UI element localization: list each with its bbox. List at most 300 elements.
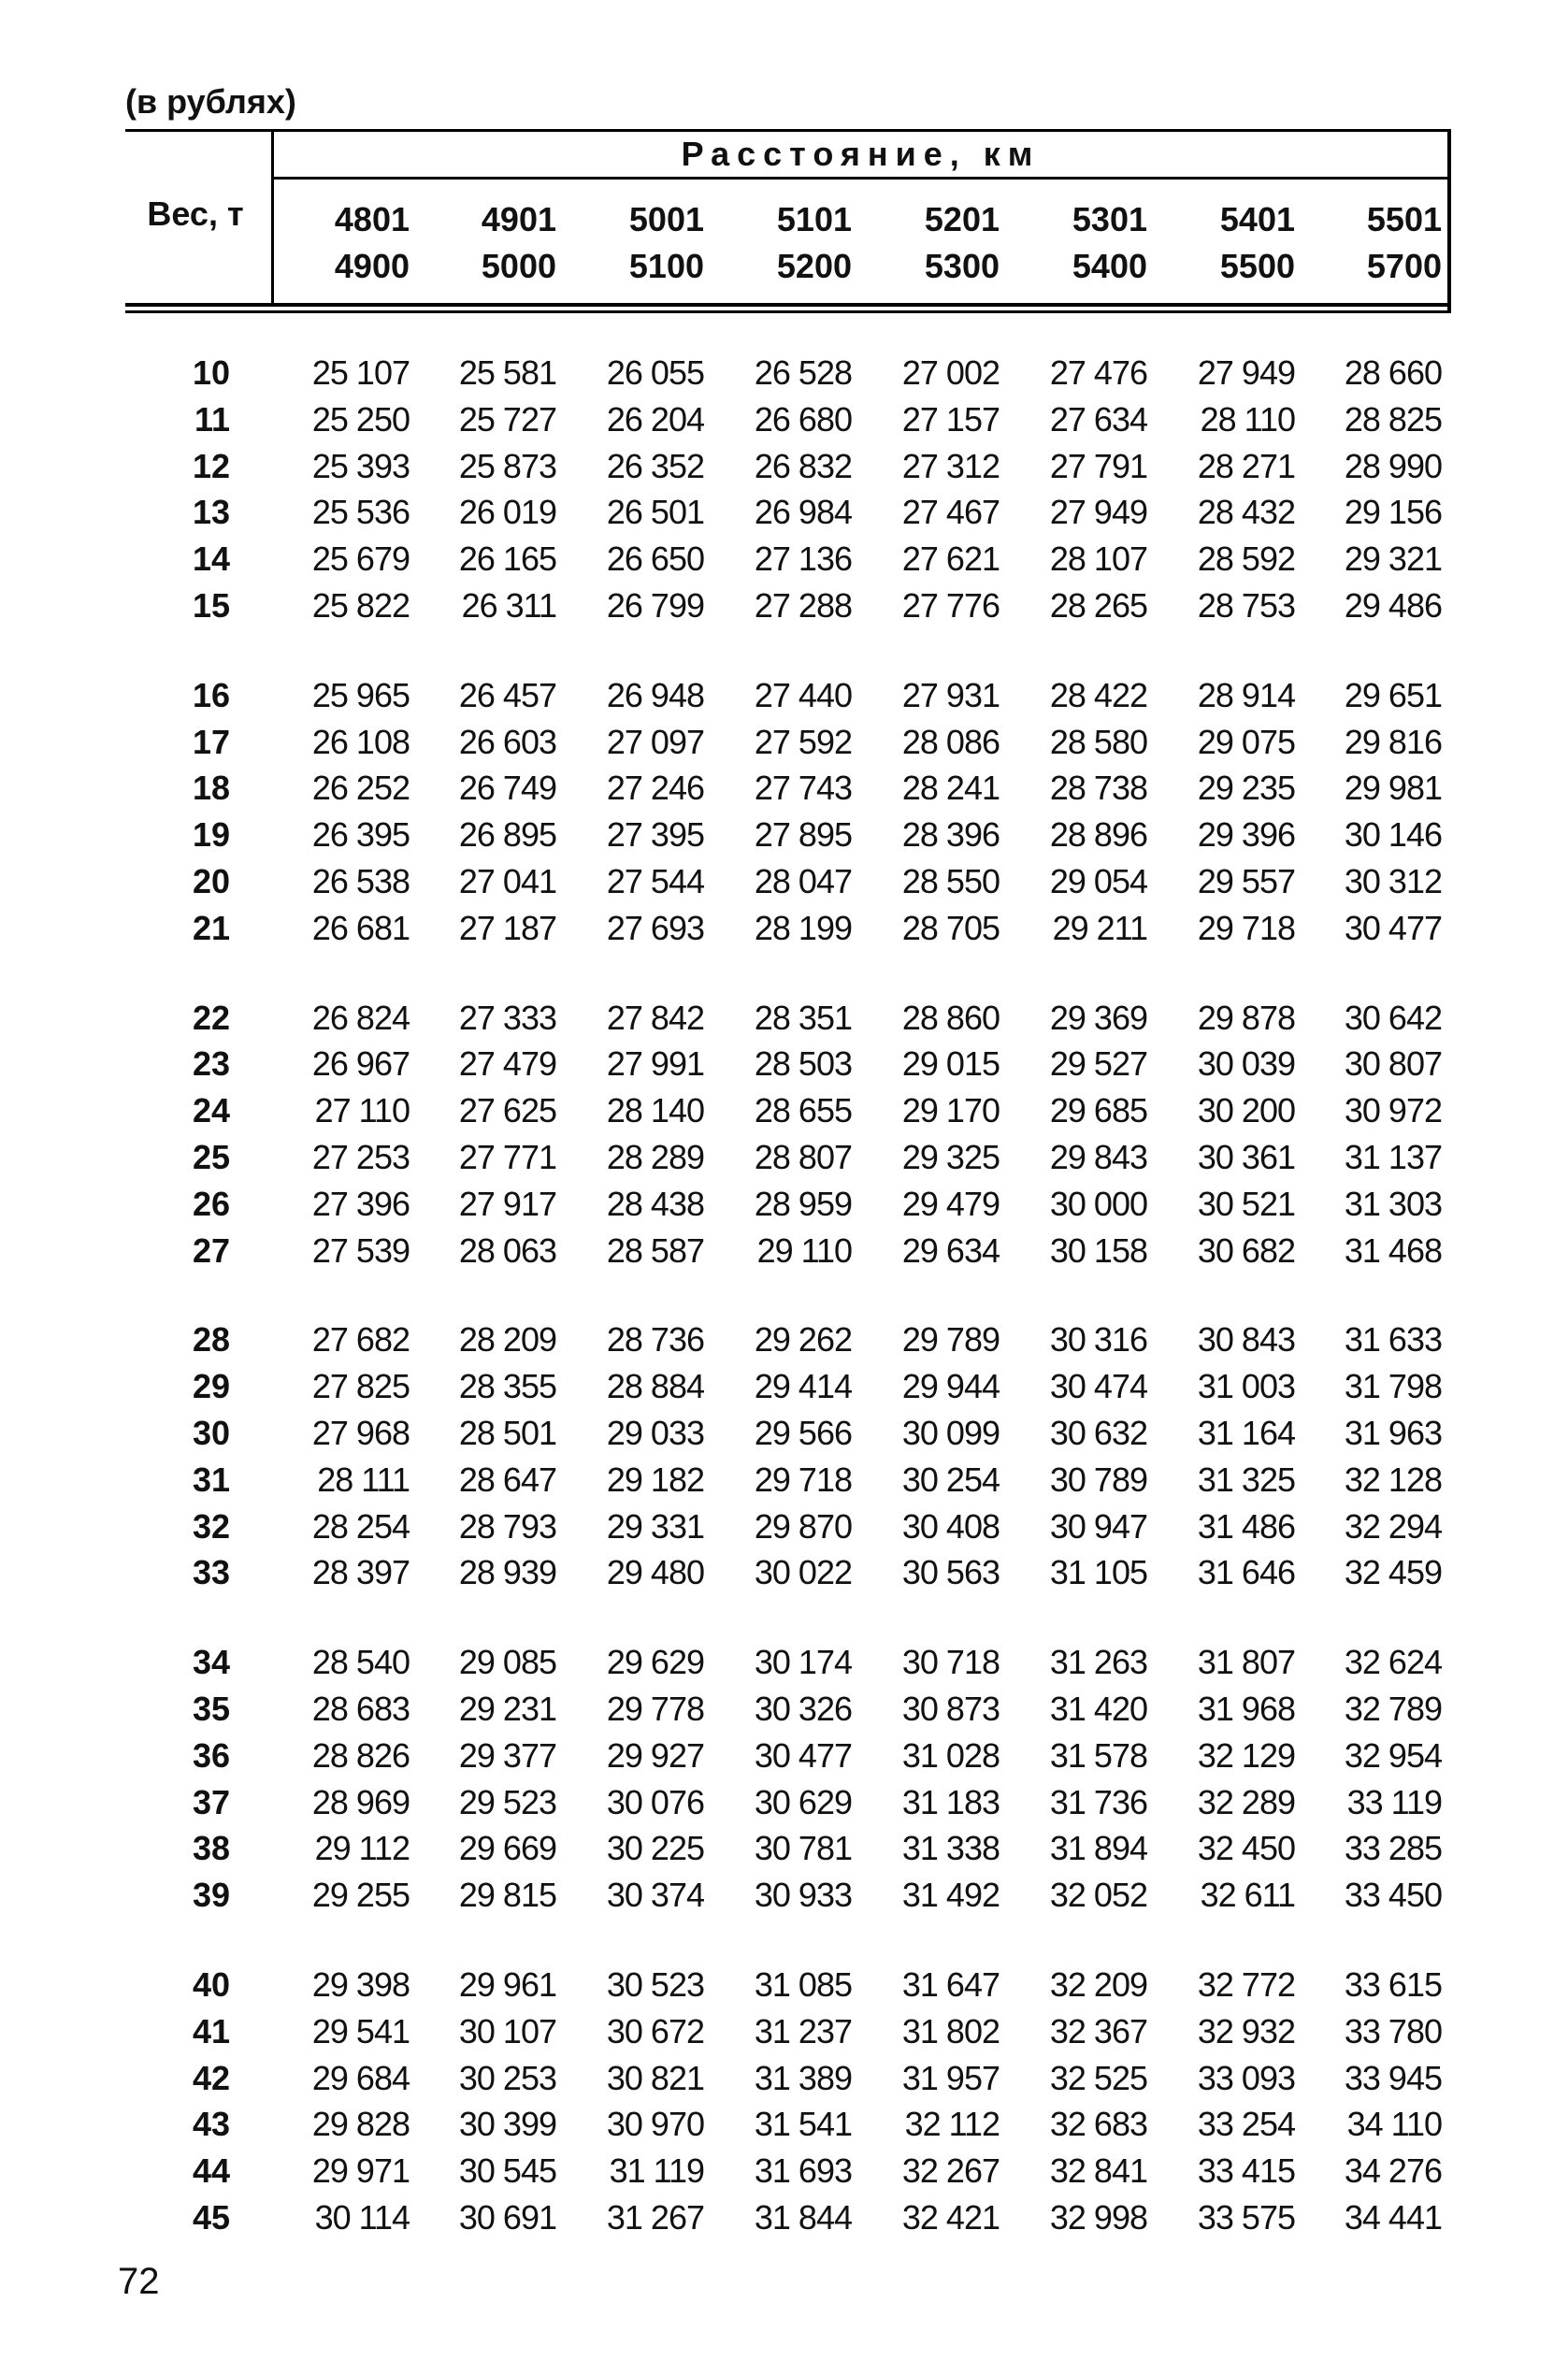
price-cell: 30 039 [1197,1044,1295,1084]
range-header-3 [712,196,852,290]
table-row [0,1779,1568,1826]
price-cell: 26 457 [458,675,556,714]
price-cell: 30 947 [1049,1506,1147,1546]
price-cell: 32 525 [1049,2058,1147,2097]
price-cell: 30 972 [1344,1091,1442,1130]
price-cell: 28 501 [458,1414,556,1452]
price-cell: 28 807 [754,1138,852,1176]
price-cell: 28 111 [317,1460,410,1499]
table-row [0,1686,1568,1733]
distance-title-underline [271,177,1451,180]
table-row [0,1181,1568,1228]
price-cell: 30 563 [901,1553,1000,1592]
price-cell: 30 970 [606,2105,704,2144]
price-cell: 31 894 [1049,1829,1147,1868]
weight-cell: 35 [192,1690,230,1728]
weight-cell: 20 [192,862,230,900]
price-cell: 25 873 [458,446,556,485]
price-cell: 26 108 [311,722,410,761]
weight-cell: 40 [192,1965,230,2004]
price-cell: 25 965 [311,675,410,714]
price-cell: 27 949 [1049,493,1147,532]
price-cell: 30 076 [606,1782,704,1821]
price-cell: 29 479 [901,1184,1000,1223]
price-cell: 30 022 [754,1553,852,1592]
price-cell: 26 799 [606,586,704,625]
price-cell: 29 789 [901,1320,1000,1360]
weight-cell: 13 [192,493,230,532]
price-cell: 28 969 [311,1782,410,1821]
price-cell: 28 503 [754,1044,852,1084]
price-cell: 30 682 [1197,1230,1295,1270]
range-to: 5500 [1219,247,1295,285]
price-cell: 32 052 [1049,1876,1147,1915]
range-from: 4801 [334,200,410,238]
price-cell: 31 325 [1197,1460,1295,1499]
price-cell: 31 237 [754,2011,852,2050]
price-cell: 29 828 [311,2105,410,2144]
price-cell: 25 679 [311,540,410,579]
weight-cell: 10 [192,353,230,392]
price-cell: 27 842 [606,998,704,1037]
price-cell: 28 271 [1197,446,1295,485]
price-cell: 32 267 [901,2151,1000,2191]
price-cell: 31 957 [901,2058,1000,2097]
price-cell: 30 374 [606,1876,704,1915]
table-row [0,1410,1568,1457]
price-cell: 31 267 [606,2198,704,2237]
price-cell: 29 262 [754,1320,852,1360]
price-cell: 30 146 [1344,815,1442,855]
price-cell: 33 780 [1344,2011,1442,2050]
price-cell: 29 156 [1344,493,1442,532]
price-cell: 26 650 [606,540,704,579]
price-cell: 29 778 [606,1690,704,1728]
price-cell: 28 884 [606,1367,704,1406]
price-cell: 29 557 [1197,862,1295,900]
price-cell: 31 389 [754,2058,852,2097]
price-cell: 29 629 [606,1643,704,1682]
table-row [0,350,1568,396]
price-cell: 33 285 [1344,1829,1442,1868]
price-cell: 30 523 [606,1965,704,2004]
price-cell: 25 393 [311,446,410,485]
price-cell: 29 870 [754,1506,852,1546]
price-cell: 28 655 [754,1091,852,1130]
price-cell: 28 199 [754,908,852,947]
price-cell: 28 209 [458,1320,556,1360]
range-to: 5200 [776,247,852,285]
price-cell: 28 438 [606,1184,704,1223]
price-cell: 30 474 [1049,1367,1147,1406]
price-cell: 31 137 [1344,1138,1442,1176]
table-row [0,2194,1568,2241]
price-cell: 32 841 [1049,2151,1147,2191]
price-cell: 31 303 [1344,1184,1442,1223]
price-cell: 28 647 [458,1460,556,1499]
range-from: 5201 [924,200,1000,238]
weight-cell: 18 [192,769,230,808]
price-cell: 32 421 [901,2198,1000,2237]
price-cell: 27 544 [606,862,704,900]
price-cell: 27 682 [311,1320,410,1360]
table-row [0,812,1568,858]
price-cell: 26 538 [311,862,410,900]
price-cell: 27 592 [754,722,852,761]
price-cell: 34 276 [1344,2151,1442,2191]
price-cell: 32 932 [1197,2011,1295,2050]
price-cell: 28 825 [1344,399,1442,439]
price-cell: 32 294 [1344,1506,1442,1546]
price-cell: 27 467 [901,493,1000,532]
price-cell: 27 743 [754,769,852,808]
weight-cell: 34 [192,1643,230,1682]
price-cell: 27 041 [458,862,556,900]
price-cell: 32 367 [1049,2011,1147,2050]
table-row [0,1733,1568,1779]
table-row [0,1363,1568,1410]
price-cell: 26 252 [311,769,410,808]
price-cell: 29 235 [1197,769,1295,808]
price-cell: 29 541 [311,2011,410,2050]
price-cell: 26 501 [606,493,704,532]
price-cell: 29 527 [1049,1044,1147,1084]
weight-cell: 11 [194,399,230,439]
price-cell: 28 351 [754,998,852,1037]
range-to: 5700 [1366,247,1442,285]
price-cell: 29 231 [458,1690,556,1728]
header-double-rule-bottom [125,310,1451,313]
table-row [0,443,1568,490]
weight-cell: 31 [192,1460,230,1499]
range-from: 4901 [481,200,556,238]
price-cell: 31 633 [1344,1320,1442,1360]
table-row [0,1872,1568,1919]
price-cell: 28 422 [1049,675,1147,714]
price-cell: 31 164 [1197,1414,1295,1452]
table-row [0,672,1568,719]
price-cell: 31 968 [1197,1690,1295,1728]
price-cell: 32 289 [1197,1782,1295,1821]
price-cell: 28 660 [1344,353,1442,392]
price-cell: 33 450 [1344,1876,1442,1915]
price-cell: 28 254 [311,1506,410,1546]
table-row [0,1962,1568,2008]
price-cell: 25 822 [311,586,410,625]
range-to: 5400 [1072,247,1147,285]
price-cell: 27 333 [458,998,556,1037]
range-to: 4900 [334,247,410,285]
table-row [0,2101,1568,2148]
price-cell: 31 468 [1344,1230,1442,1270]
range-to: 5100 [628,247,704,285]
price-cell: 29 718 [1197,908,1295,947]
price-cell: 26 749 [458,769,556,808]
table-row [0,536,1568,583]
price-cell: 27 895 [754,815,852,855]
price-cell: 31 028 [901,1735,1000,1775]
price-cell: 27 539 [311,1230,410,1270]
range-to: 5300 [924,247,1000,285]
price-cell: 28 736 [606,1320,704,1360]
price-cell: 27 634 [1049,399,1147,439]
price-cell: 28 432 [1197,493,1295,532]
price-cell: 26 984 [754,493,852,532]
price-cell: 29 815 [458,1876,556,1915]
price-cell: 32 112 [904,2105,1000,2144]
weight-cell: 41 [192,2011,230,2050]
weight-cell: 19 [192,815,230,855]
price-cell: 29 255 [311,1876,410,1915]
price-cell: 28 914 [1197,675,1295,714]
weight-cell: 17 [192,722,230,761]
price-cell: 26 395 [311,815,410,855]
range-header-6 [1155,196,1295,290]
price-cell: 31 578 [1049,1735,1147,1775]
price-cell: 27 825 [311,1367,410,1406]
price-cell: 28 550 [901,862,1000,900]
weight-cell: 22 [192,998,230,1037]
price-cell: 30 114 [314,2198,410,2237]
price-cell: 31 085 [754,1965,852,2004]
range-from: 5501 [1366,200,1442,238]
price-cell: 32 998 [1049,2198,1147,2237]
weight-cell: 14 [192,540,230,579]
price-cell: 28 107 [1049,540,1147,579]
table-row [0,1041,1568,1087]
price-cell: 31 003 [1197,1367,1295,1406]
table-row [0,1087,1568,1134]
table-row [0,2055,1568,2102]
price-cell: 30 408 [901,1506,1000,1546]
price-cell: 27 625 [458,1091,556,1130]
price-cell: 29 331 [606,1506,704,1546]
range-from: 5101 [776,200,852,238]
price-cell: 33 575 [1197,2198,1295,2237]
price-cell: 25 107 [311,353,410,392]
weight-cell: 33 [192,1553,230,1592]
price-cell: 28 540 [311,1643,410,1682]
price-cell: 30 632 [1049,1414,1147,1452]
price-cell: 29 033 [606,1414,704,1452]
price-cell: 25 250 [311,399,410,439]
units-label: (в рублях) [125,82,296,121]
price-cell: 32 683 [1049,2105,1147,2144]
price-cell: 28 580 [1049,722,1147,761]
price-cell: 28 241 [901,769,1000,808]
price-cell: 31 541 [754,2105,852,2144]
price-cell: 31 119 [609,2151,704,2191]
price-cell: 29 669 [458,1829,556,1868]
price-cell: 29 843 [1049,1138,1147,1176]
price-cell: 30 672 [606,2011,704,2050]
weight-cell: 45 [192,2198,230,2237]
price-cell: 29 651 [1344,675,1442,714]
price-cell: 31 693 [754,2151,852,2191]
table-row [0,2148,1568,2194]
price-cell: 32 459 [1344,1553,1442,1592]
table-row [0,1639,1568,1686]
price-cell: 30 843 [1197,1320,1295,1360]
range-header-4 [859,196,1000,290]
price-cell: 32 128 [1344,1460,1442,1499]
price-cell: 30 254 [901,1460,1000,1499]
price-cell: 27 949 [1197,353,1295,392]
price-cell: 31 492 [901,1876,1000,1915]
table-row [0,995,1568,1042]
weight-cell: 28 [192,1320,230,1360]
price-cell: 29 981 [1344,769,1442,808]
price-cell: 30 789 [1049,1460,1147,1499]
range-header-7 [1302,196,1442,290]
table-row [0,1457,1568,1504]
price-cell: 30 326 [754,1690,852,1728]
header-double-rule-top [125,303,1451,307]
price-cell: 32 789 [1344,1690,1442,1728]
price-cell: 27 479 [458,1044,556,1084]
price-cell: 29 377 [458,1735,556,1775]
price-cell: 32 450 [1197,1829,1295,1868]
price-cell: 30 200 [1197,1091,1295,1130]
price-cell: 30 629 [754,1782,852,1821]
price-cell: 29 112 [314,1829,410,1868]
price-cell: 30 312 [1344,862,1442,900]
price-cell: 27 002 [901,353,1000,392]
price-cell: 30 253 [458,2058,556,2097]
price-cell: 30 545 [458,2151,556,2191]
price-cell: 30 807 [1344,1044,1442,1084]
price-cell: 29 634 [901,1230,1000,1270]
table-row [0,583,1568,629]
table-row [0,396,1568,443]
price-cell: 26 832 [754,446,852,485]
price-cell: 25 536 [311,493,410,532]
price-cell: 34 110 [1346,2105,1442,2144]
price-cell: 26 603 [458,722,556,761]
price-cell: 28 683 [311,1690,410,1728]
price-cell: 28 396 [901,815,1000,855]
price-cell: 28 110 [1200,399,1295,439]
price-cell: 34 441 [1344,2198,1442,2237]
price-cell: 28 753 [1197,586,1295,625]
table-row [0,905,1568,952]
price-cell: 29 396 [1197,815,1295,855]
weight-cell: 23 [192,1044,230,1084]
range-header-2 [564,196,704,290]
range-from: 5001 [628,200,704,238]
price-cell: 31 798 [1344,1367,1442,1406]
price-cell: 31 647 [901,1965,1000,2004]
price-cell: 28 086 [901,722,1000,761]
price-cell: 31 263 [1049,1643,1147,1682]
price-cell: 27 246 [606,769,704,808]
price-cell: 29 369 [1049,998,1147,1037]
price-cell: 27 157 [901,399,1000,439]
price-cell: 28 289 [606,1138,704,1176]
price-cell: 27 621 [901,540,1000,579]
price-cell: 26 204 [606,399,704,439]
weight-cell: 21 [192,908,230,947]
price-cell: 26 948 [606,675,704,714]
price-cell: 29 398 [311,1965,410,2004]
price-cell: 28 397 [311,1553,410,1592]
price-cell: 31 486 [1197,1506,1295,1546]
price-cell: 26 019 [458,493,556,532]
price-cell: 28 793 [458,1506,556,1546]
price-cell: 29 685 [1049,1091,1147,1130]
price-cell: 33 415 [1197,2151,1295,2191]
table-row [0,1549,1568,1596]
price-cell: 29 523 [458,1782,556,1821]
price-cell: 27 136 [754,540,852,579]
weight-cell: 25 [192,1138,230,1176]
weight-cell: 44 [192,2151,230,2191]
table-row [0,1504,1568,1550]
price-cell: 28 990 [1344,446,1442,485]
price-cell: 29 414 [754,1367,852,1406]
price-cell: 27 187 [458,908,556,947]
table-row [0,765,1568,812]
price-cell: 28 959 [754,1184,852,1223]
price-cell: 31 105 [1049,1553,1147,1592]
price-cell: 30 691 [458,2198,556,2237]
price-cell: 32 129 [1197,1735,1295,1775]
price-cell: 29 321 [1344,540,1442,579]
price-cell: 33 945 [1344,2058,1442,2097]
range-from: 5401 [1219,200,1295,238]
price-cell: 26 352 [606,446,704,485]
price-cell: 29 816 [1344,722,1442,761]
price-cell: 26 680 [754,399,852,439]
price-cell: 29 182 [606,1460,704,1499]
weight-cell: 15 [192,586,230,625]
price-cell: 30 399 [458,2105,556,2144]
price-cell: 29 085 [458,1643,556,1682]
price-cell: 29 075 [1197,722,1295,761]
distance-title: Расстояние, км [681,135,1041,173]
price-cell: 30 933 [754,1876,852,1915]
range-header-0 [269,196,410,290]
table-row [0,1134,1568,1181]
price-cell: 27 931 [901,675,1000,714]
price-cell: 28 860 [901,998,1000,1037]
price-cell: 26 681 [311,908,410,947]
price-cell: 28 047 [754,862,852,900]
price-cell: 27 396 [311,1184,410,1223]
price-cell: 26 165 [458,540,556,579]
price-cell: 30 158 [1049,1230,1147,1270]
price-cell: 29 944 [901,1367,1000,1406]
price-cell: 29 170 [901,1091,1000,1130]
weight-cell: 37 [192,1782,230,1821]
price-cell: 30 174 [754,1643,852,1682]
price-cell: 31 420 [1049,1690,1147,1728]
price-cell: 33 254 [1197,2105,1295,2144]
price-cell: 31 338 [901,1829,1000,1868]
price-cell: 27 476 [1049,353,1147,392]
price-cell: 26 528 [754,353,852,392]
range-to: 5000 [481,247,556,285]
price-cell: 30 873 [901,1690,1000,1728]
range-header-5 [1007,196,1147,290]
weight-cell: 32 [192,1506,230,1546]
weight-cell: 42 [192,2058,230,2097]
price-cell: 28 939 [458,1553,556,1592]
price-cell: 28 705 [901,908,1000,947]
price-cell: 28 592 [1197,540,1295,579]
price-cell: 30 107 [458,2011,556,2050]
price-cell: 30 477 [754,1735,852,1775]
